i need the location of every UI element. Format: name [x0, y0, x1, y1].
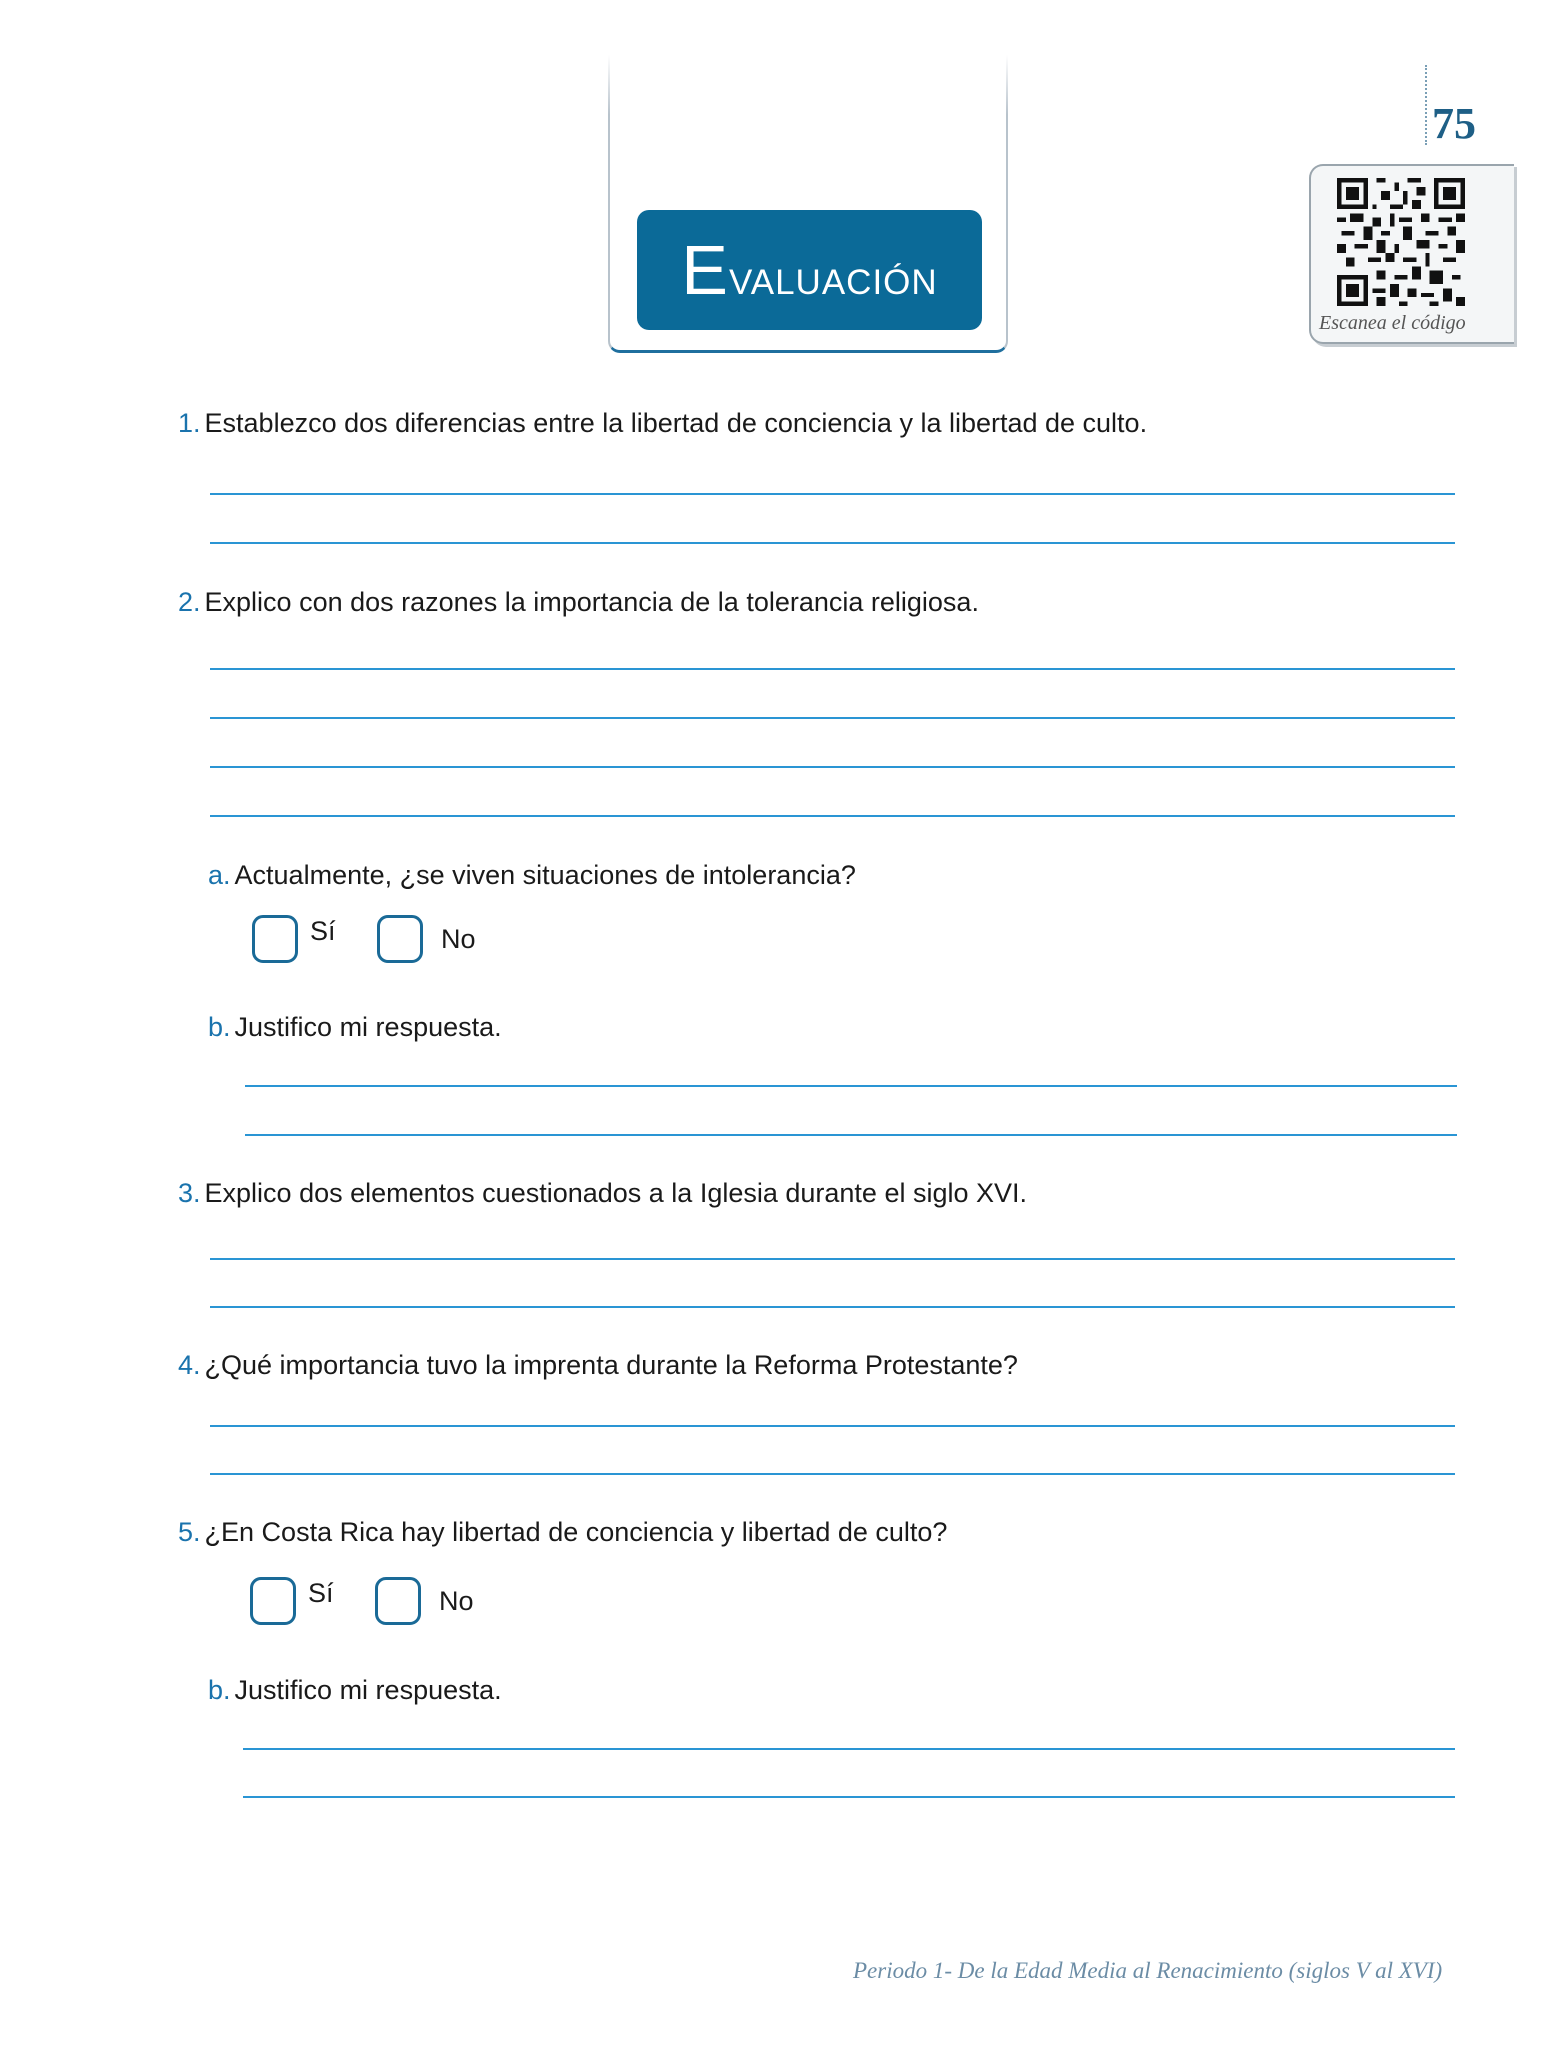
answer-line[interactable] [210, 1473, 1455, 1475]
question-5b: b. Justifico mi respuesta. [208, 1675, 502, 1705]
question-1: 1. Establezco dos diferencias entre la libertad de conciencia y la libertad de culto. [178, 408, 1148, 438]
checkbox-yes[interactable] [252, 915, 298, 963]
option-label-yes: Sí [310, 915, 336, 946]
answer-line[interactable] [245, 1085, 1457, 1087]
answer-line[interactable] [210, 766, 1455, 768]
qr-card[interactable] [1309, 164, 1514, 344]
answer-line[interactable] [210, 1258, 1455, 1260]
answer-line[interactable] [243, 1748, 1455, 1750]
question-5: 5. ¿En Costa Rica hay libertad de conciencia y libertad de culto? [178, 1517, 948, 1547]
checkbox-no[interactable] [377, 915, 423, 963]
answer-line[interactable] [210, 1306, 1455, 1308]
option-label-no: No [439, 1585, 474, 1616]
option-label-yes: Sí [308, 1577, 334, 1608]
answer-line[interactable] [210, 542, 1455, 544]
answer-line[interactable] [210, 815, 1455, 817]
page-title: Evaluación [681, 231, 938, 309]
option-yes-2a[interactable] [252, 915, 336, 963]
option-no-5[interactable] [375, 1577, 474, 1625]
checkbox-no[interactable] [375, 1577, 421, 1625]
page-footer: Periodo 1- De la Edad Media al Renacimiento (siglos V al XVI) [853, 1958, 1443, 1983]
page-number-rule [1425, 65, 1427, 145]
question-2a: a. Actualmente, ¿se viven situaciones de intolerancia? [208, 860, 856, 890]
option-label-no: No [441, 923, 476, 954]
answer-line[interactable] [210, 493, 1455, 495]
answer-line[interactable] [210, 1425, 1455, 1427]
answer-line[interactable] [245, 1134, 1457, 1136]
option-no-2a[interactable] [377, 915, 476, 963]
answer-line[interactable] [210, 717, 1455, 719]
question-2: 2. Explico con dos razones la importancia de la tolerancia religiosa. [178, 587, 979, 617]
page-number: 75 [1432, 99, 1476, 148]
answer-line[interactable] [243, 1796, 1455, 1798]
qr-code-icon[interactable] [1337, 178, 1465, 306]
title-banner [637, 210, 982, 330]
question-4: 4. ¿Qué importancia tuvo la imprenta durante la Reforma Protestante? [178, 1350, 1018, 1380]
question-2b: b. Justifico mi respuesta. [208, 1012, 502, 1042]
answer-line[interactable] [210, 668, 1455, 670]
qr-caption: Escanea el código [1319, 312, 1466, 334]
checkbox-yes[interactable] [250, 1577, 296, 1625]
option-yes-5[interactable] [250, 1577, 334, 1625]
question-3: 3. Explico dos elementos cuestionados a la Iglesia durante el siglo XVI. [178, 1178, 1028, 1208]
